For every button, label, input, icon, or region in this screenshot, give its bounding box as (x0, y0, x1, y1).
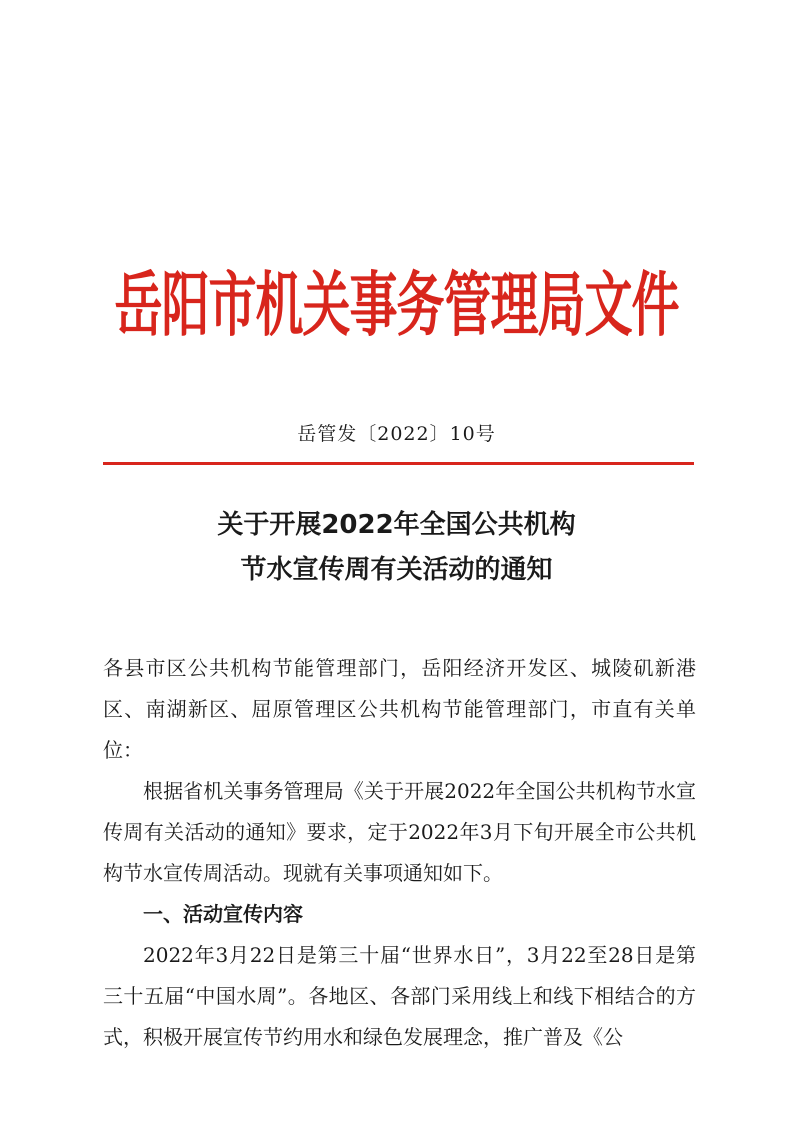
document-masthead: 岳阳市机关事务管理局文件 (114, 265, 679, 347)
body-paragraph-2: 2022年3月22日是第三十届“世界水日”，3月22至28日是第三十五届“中国水周”。各地区、各部门采用线上和线下相结合的方式，积极开展宣传节约用水和绿色发展理念，推广普及《公 (103, 943, 696, 1049)
notice-title-line-1: 关于开展2022年全国公共机构 (217, 510, 576, 540)
salutation: 各县市区公共机构节能管理部门，岳阳经济开发区、城陵矶新港区、南湖新区、屈原管理区公共机构节能管理部门，市直有关单位： (103, 656, 696, 762)
red-divider-line (103, 462, 694, 465)
document-number: 岳管发〔2022〕10号 (297, 423, 496, 445)
section-heading-1: 一、活动宣传内容 (143, 902, 303, 926)
notice-title-line-2: 节水宣传周有关活动的通知 (240, 555, 553, 585)
body-paragraph-1: 根据省机关事务管理局《关于开展2022年全国公共机构节水宣传周有关活动的通知》要求，定于2022年3月下旬开展全市公共机构节水宣传周活动。现就有关事项通知如下。 (103, 779, 696, 885)
notice-body (103, 648, 696, 1058)
